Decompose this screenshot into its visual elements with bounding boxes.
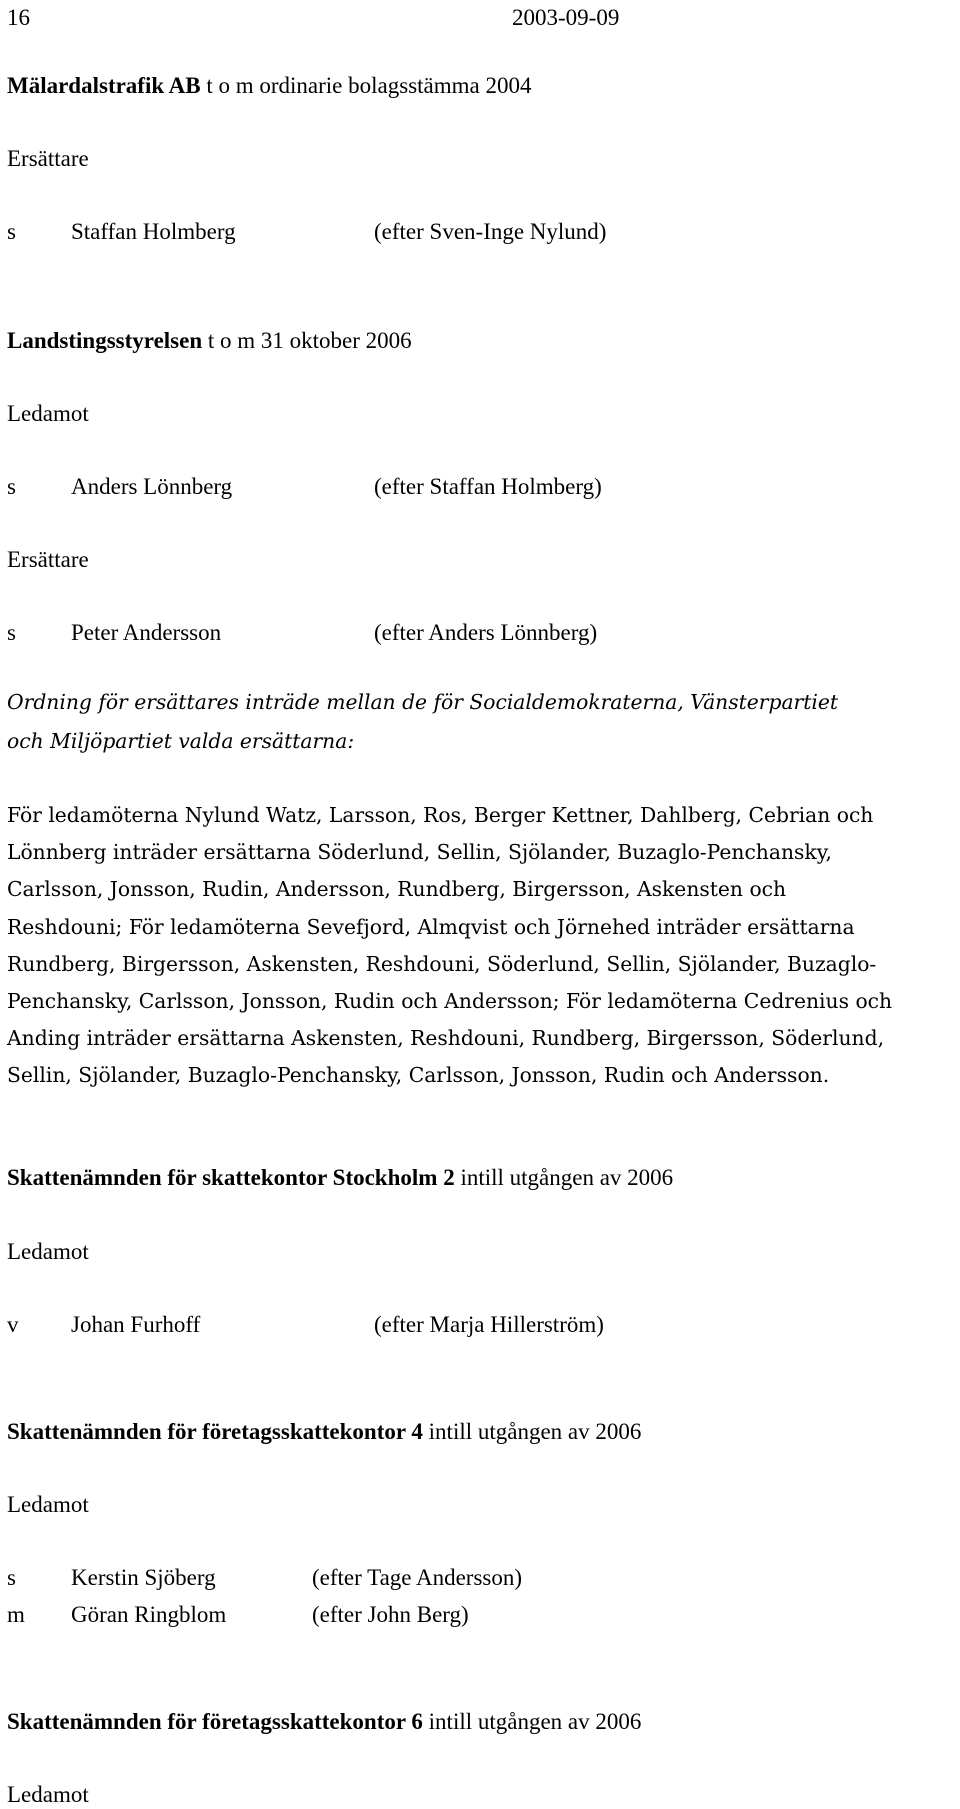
role-label: Ersättare <box>7 547 89 572</box>
order-line: Carlsson, Jonsson, Rudin, Andersson, Rundberg, Birgersson, Askensten och <box>7 877 787 902</box>
org-name: Skattenämnden för skattekontor Stockholm 2 <box>7 1165 455 1190</box>
role-label: Ledamot <box>7 1492 89 1517</box>
order-line: Rundberg, Birgersson, Askensten, Reshdouni, Söderlund, Sellin, Sjölander, Buzaglo- <box>7 951 877 976</box>
replaces-text: (efter Staffan Holmberg) <box>374 474 602 499</box>
role-label: Ledamot <box>7 401 89 426</box>
order-heading-line: och Miljöpartiet valda ersättarna: <box>7 729 355 753</box>
role-label: Ledamot <box>7 1239 89 1264</box>
order-line: Sellin, Sjölander, Buzaglo-Penchansky, Carlsson, Jonsson, Rudin och Andersson. <box>7 1063 830 1088</box>
order-line: Penchansky, Carlsson, Jonsson, Rudin och Andersson; För ledamöterna Cedrenius och <box>7 989 893 1014</box>
replaces-text: (efter Anders Lönnberg) <box>374 620 598 645</box>
role-label: Ledamot <box>7 1782 89 1807</box>
order-line: För ledamöterna Nylund Watz, Larsson, Ros, Berger Kettner, Dahlberg, Cebrian och <box>7 803 874 827</box>
order-heading-line: Ordning för ersättares inträde mellan de för Socialdemokraterna, Vänsterpartiet <box>7 690 839 714</box>
section-heading-skattekontor-stockholm-2 <box>7 1164 673 1192</box>
order-paragraph <box>7 797 952 1095</box>
order-heading <box>7 683 952 761</box>
member-name: Staffan Holmberg <box>71 219 236 244</box>
replaces-text: (efter John Berg) <box>312 1602 469 1627</box>
party-code: s <box>7 219 16 244</box>
replaces-text: (efter Marja Hillerström) <box>374 1312 604 1337</box>
member-name: Anders Lönnberg <box>71 474 233 499</box>
party-code: m <box>7 1602 25 1627</box>
term-text: intill utgången av 2006 <box>422 1419 642 1444</box>
order-line: Reshdouni; För ledamöterna Sevefjord, Almqvist och Jörnehed inträder ersättarna <box>7 914 855 939</box>
member-name: Kerstin Sjöberg <box>71 1565 216 1590</box>
role-label: Ersättare <box>7 146 89 171</box>
order-line: Lönnberg inträder ersättarna Söderlund, Sellin, Sjölander, Buzaglo-Penchansky, <box>7 840 832 865</box>
org-name: Skattenämnden för företagsskattekontor 6 <box>7 1709 423 1734</box>
party-code: s <box>7 1565 16 1590</box>
party-code: v <box>7 1312 19 1337</box>
member-name: Johan Furhoff <box>71 1312 201 1337</box>
replaces-text: (efter Sven-Inge Nylund) <box>374 219 607 244</box>
replaces-text: (efter Tage Andersson) <box>312 1565 522 1590</box>
section-heading-foretagsskattekontor-4 <box>7 1418 641 1446</box>
order-line: Anding inträder ersättarna Askensten, Reshdouni, Rundberg, Birgersson, Söderlund, <box>7 1026 885 1051</box>
section-heading-foretagsskattekontor-6 <box>7 1708 641 1736</box>
org-name: Skattenämnden för företagsskattekontor 4 <box>7 1419 423 1444</box>
org-name: Mälardalstrafik AB <box>7 73 201 98</box>
term-text: intill utgången av 2006 <box>454 1165 674 1190</box>
section-heading-landstingsstyrelsen <box>7 327 412 355</box>
party-code: s <box>7 620 16 645</box>
member-name: Peter Andersson <box>71 620 222 645</box>
member-name: Göran Ringblom <box>71 1602 227 1627</box>
page-date: 2003-09-09 <box>512 5 620 30</box>
party-code: s <box>7 474 16 499</box>
org-name: Landstingsstyrelsen <box>7 328 203 353</box>
term-text: t o m ordinarie bolagsstämma 2004 <box>200 73 532 98</box>
page-number: 16 <box>7 5 30 30</box>
term-text: t o m 31 oktober 2006 <box>202 328 412 353</box>
term-text: intill utgången av 2006 <box>422 1709 642 1734</box>
section-heading-malardalstrafik <box>7 72 531 100</box>
